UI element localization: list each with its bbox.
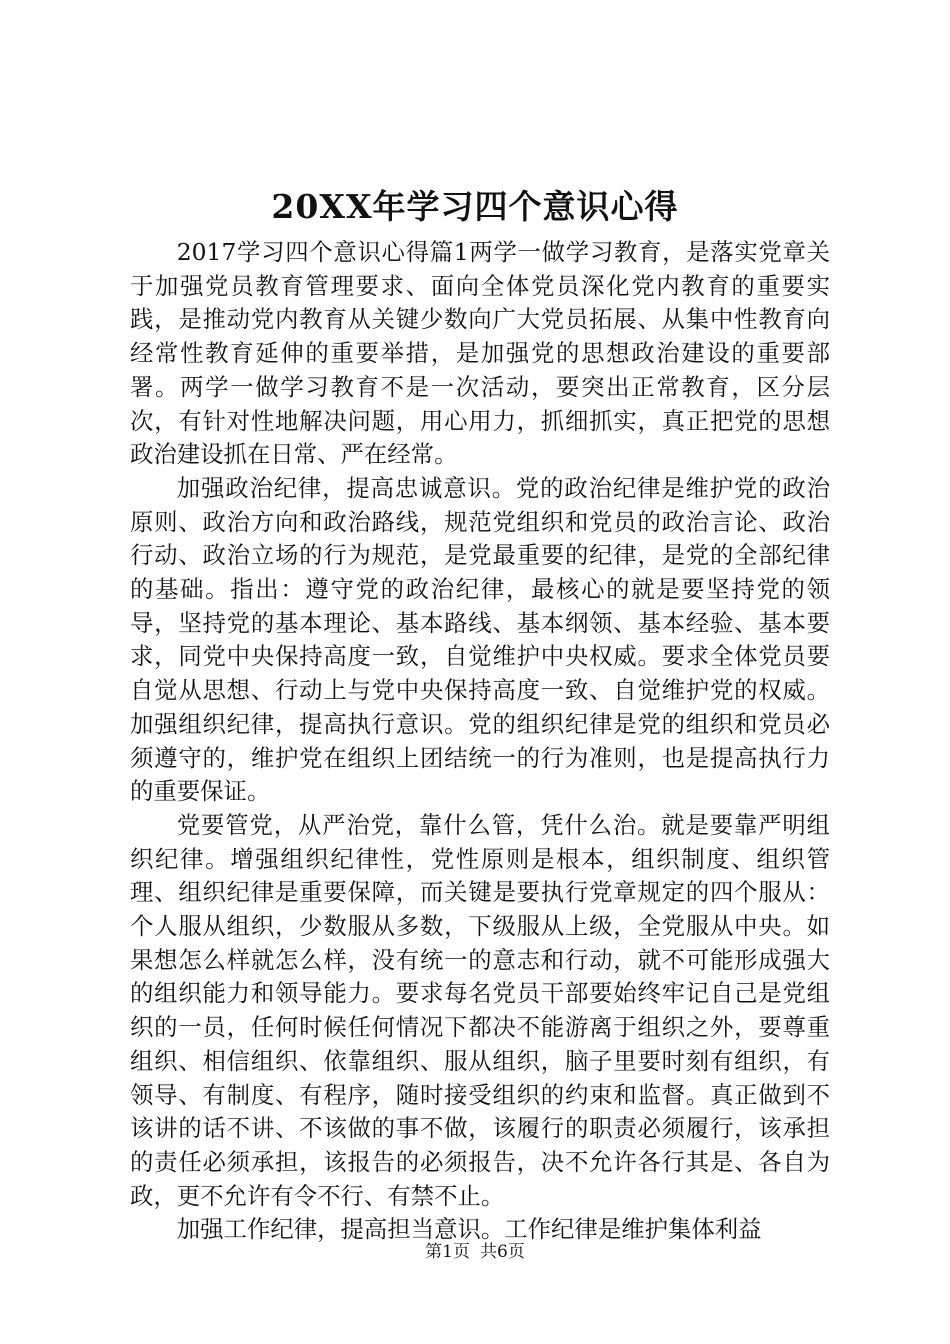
page-total: 共6页	[480, 1242, 525, 1262]
paragraph-3: 党要管党，从严治党，靠什么管，凭什么治。就是要靠严明组织纪律。增强组织纪律性，党性原则是根本，组织制度、组织管理、组织纪律是重要保障，而关键是要执行党章规定的四个服从：个人服从组织，少数服从多数，下级服从上级，全党服从中央。如果想怎么样就怎么样，没有统一的意志和行动，就不可能形成强大的组织能力和领导能力。要求每名党员干部要始终牢记自己是党组织的一员，任何时候任何情况下都决不能游离于组织之外，要尊重组织、相信组织、依靠组织、服从组织，脑子里要时刻有组织，有领导、有制度、有程序，随时接受组织的约束和监督。真正做到不该讲的话不讲、不该做的事不做，该履行的职责必须履行，该承担的责任必须承担，该报告的必须报告，决不允许各行其是、各自为政，更不允许有令不行、有禁不止。	[130, 810, 830, 1210]
paragraph-1: 2017学习四个意识心得篇1两学一做学习教育，是落实党章关于加强党员教育管理要求、面向全体党员深化党内教育的重要实践，是推动党内教育从关键少数向广大党员拓展、从集中性教育向经常性教育延伸的重要举措，是加强党的思想政治建设的重要部署。两学一做学习教育不是一次活动，要突出正常教育，区分层次，有针对性地解决问题，用心用力，抓细抓实，真正把党的思想政治建设抓在日常、严在经常。	[130, 238, 830, 469]
paragraph-2: 加强政治纪律，提高忠诚意识。党的政治纪律是维护党的政治原则、政治方向和政治路线，规范党组织和党员的政治言论、政治行动、政治立场的行为规范，是党最重要的纪律，是党的全部纪律的基础。指出：遵守党的政治纪律，最核心的就是要坚持党的领导，坚持党的基本理论、基本路线、基本纲领、基本经验、基本要求，同党中央保持高度一致，自觉维护中央权威。要求全体党员要自觉从思想、行动上与党中央保持高度一致、自觉维护党的权威。加强组织纪律，提高执行意识。党的组织纪律是党的组织和党员必须遵守的，维护党在组织上团结统一的行为准则，也是提高执行力的重要保证。	[130, 473, 830, 806]
page-footer	[0, 1240, 950, 1264]
paragraph-4: 加强工作纪律，提高担当意识。工作纪律是维护集体利益	[176, 1215, 762, 1244]
page-number: 第1页	[425, 1242, 470, 1262]
document-title: 20XX年学习四个意识心得	[271, 187, 679, 226]
document-body	[130, 236, 830, 1247]
